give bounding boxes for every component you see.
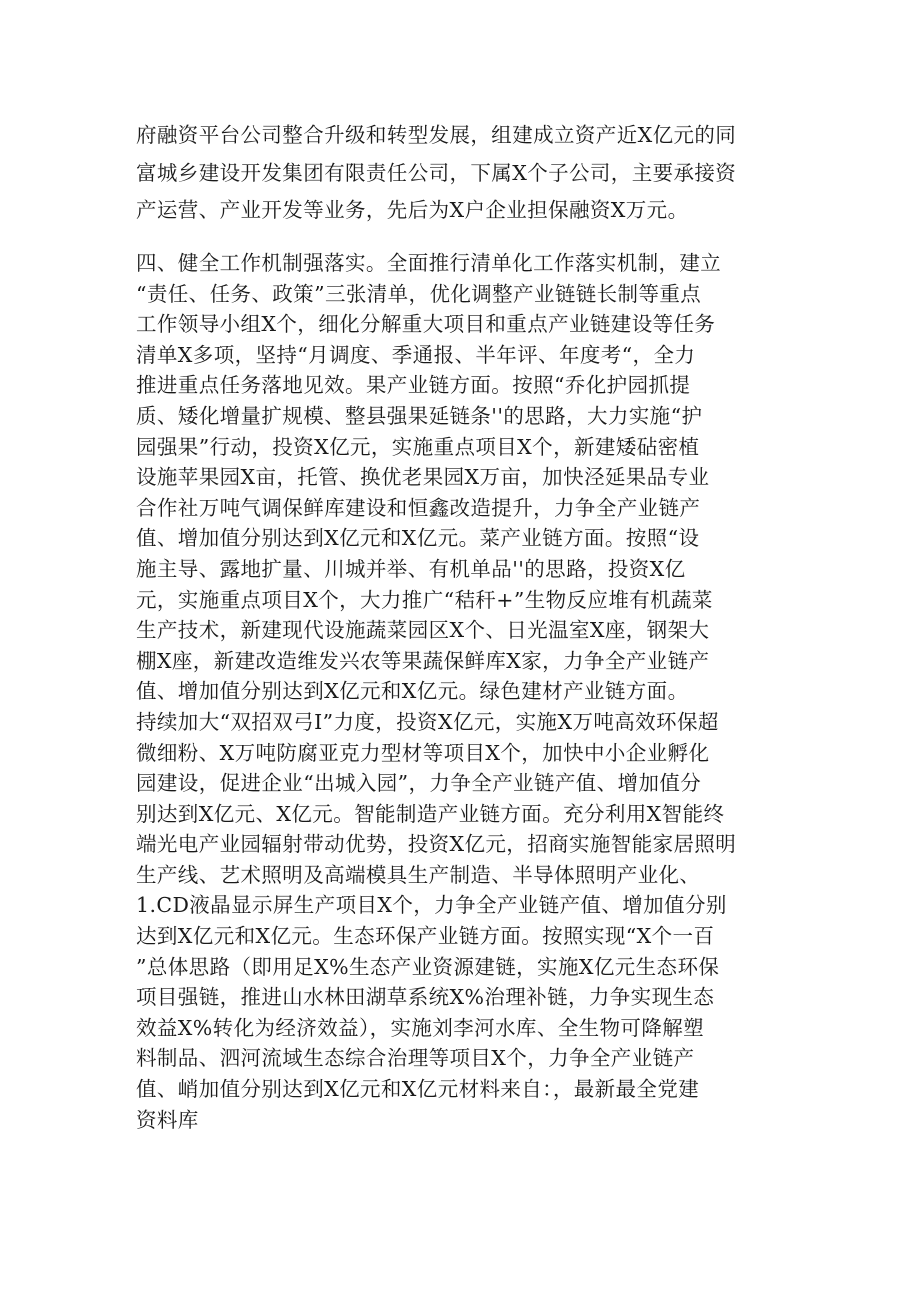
text-line: 1.CD液晶显示屏生产项目X个，力争全产业链产值、增加值分别	[136, 893, 727, 918]
text-line: 值、增加值分别达到X亿元和X亿元。菜产业链方面。按照“设	[136, 526, 700, 551]
text-line: “责任、任务、政策”三张清单，优化调整产业链链长制等重点	[136, 281, 702, 306]
text-line: 端光电产业园辐射带动优势，投资X亿元，招商实施智能家居照明	[136, 832, 737, 857]
paragraph-main	[136, 248, 796, 1135]
text-line: 别达到X亿元、X亿元。智能制造产业链方面。充分利用X智能终	[136, 801, 725, 826]
text-line: ”总体思路（即用足X%生态产业资源建链，实施X亿元生态环保	[136, 954, 720, 979]
text-line: 资料库	[136, 1107, 199, 1132]
text-line: 质、矮化增量扩规模、整县强果延链条''的思路，大力实施“护	[136, 403, 703, 428]
text-line: 清单X多项，坚持“月调度、季通报、半年评、年度考“，全力	[136, 342, 696, 367]
text-line: 产运营、产业开发等业务，先后为X户企业担保融资X万元。	[136, 198, 689, 222]
text-line: 微细粉、X万吨防腐亚克力型材等项目X个，加快中小企业孵化	[136, 740, 710, 765]
text-line: 富城乡建设开发集团有限责任公司，下属X个子公司，主要承接资	[136, 160, 737, 185]
text-line: 园强果”行动，投资X亿元，实施重点项目X个，新建矮砧密植	[136, 434, 700, 459]
text-line: 推进重点任务落地见效。果产业链方面。按照“乔化护园抓提	[136, 373, 691, 398]
text-line: 达到X亿元和X亿元。生态环保产业链方面。按照实现“X个一百	[136, 924, 715, 949]
text-line: 设施苹果园X亩，托管、换优老果园X万亩，加快泾延果品专业	[136, 465, 710, 490]
text-line: 元，实施重点项目X个，大力推广“秸秆+”生物反应堆有机蔬菜	[136, 587, 713, 612]
text-line: 值、峭加值分别达到X亿元和X亿元材料来自：，最新最全党建	[136, 1077, 700, 1102]
text-line: 生产技术，新建现代设施蔬菜园区X个、日光温室X座，钢架大	[136, 618, 710, 643]
text-line: 棚X座，新建改造维发兴农等果蔬保鲜库X家，力争全产业链产	[136, 648, 710, 673]
text-line: 效益X%转化为经济效益），实施刘李河水库、全生物可降解塑	[136, 1015, 705, 1040]
text-line: 施主导、露地扩量、川城并举、有机单品''的思路，投资X亿	[136, 556, 686, 581]
text-line: 四、健全工作机制强落实。全面推行清单化工作落实机制，建立	[136, 251, 722, 275]
text-line: 持续加大“双招双弓I”力度，投资X亿元，实施X万吨高效环保超	[136, 709, 719, 734]
text-line: 项目强链，推进山水林田湖草系统X%治理补链，力争实现生态	[136, 985, 715, 1010]
text-line: 工作领导小组X个，细化分解重大项目和重点产业链建设等任务	[136, 312, 716, 337]
text-line: 园建设，促进企业“出城入园”，力争全产业链产值、增加值分	[136, 771, 702, 796]
text-line: 合作社万吨气调保鲜库建设和恒鑫改造提升，力争全产业链产	[136, 495, 701, 520]
text-line: 料制品、泗河流域生态综合治理等项目X个，力争全产业链产	[136, 1046, 695, 1071]
text-line: 府融资平台公司整合升级和转型发展，组建成立资产近X亿元的同	[136, 123, 737, 147]
text-line: 值、增加值分别达到X亿元和X亿元。绿色建材产业链方面。	[136, 679, 689, 704]
paragraph-top	[136, 117, 796, 230]
text-line: 生产线、艺术照明及高端模具生产制造、半导体照明产业化、	[136, 862, 701, 887]
